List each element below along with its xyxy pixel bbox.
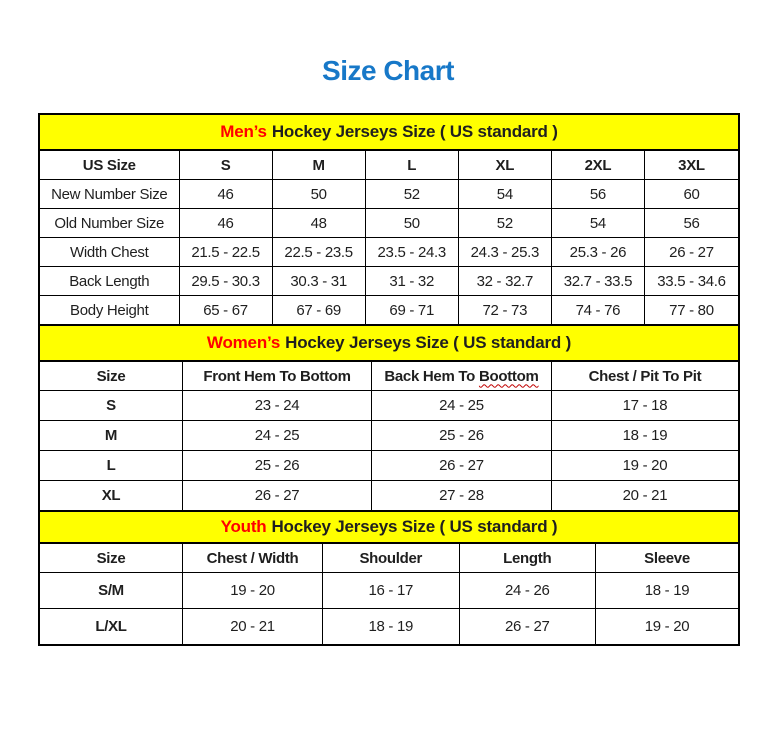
cell: 25.3 - 26 <box>551 238 644 267</box>
cell: 27 - 28 <box>372 481 552 512</box>
cell: 67 - 69 <box>272 296 365 326</box>
row-label: M <box>39 421 183 451</box>
mens-col-header: M <box>272 150 365 180</box>
cell: 31 - 32 <box>365 267 458 296</box>
mens-col-header: L <box>365 150 458 180</box>
mens-col-header: XL <box>458 150 551 180</box>
row-label: Body Height <box>39 296 179 326</box>
cell: 32.7 - 33.5 <box>551 267 644 296</box>
cell: 26 - 27 <box>644 238 739 267</box>
cell: 72 - 73 <box>458 296 551 326</box>
cell: 74 - 76 <box>551 296 644 326</box>
cell: 50 <box>365 209 458 238</box>
youth-col-header: Length <box>459 543 596 573</box>
womens-header-row <box>39 361 739 391</box>
cell: 54 <box>551 209 644 238</box>
cell: 24 - 25 <box>372 391 552 421</box>
mens-col-header: S <box>179 150 272 180</box>
mens-row-new-number-size <box>39 180 739 209</box>
mens-col-header: 3XL <box>644 150 739 180</box>
cell: 22.5 - 23.5 <box>272 238 365 267</box>
cell: 77 - 80 <box>644 296 739 326</box>
cell: 29.5 - 30.3 <box>179 267 272 296</box>
cell: 19 - 20 <box>596 609 740 646</box>
mens-col-header: 2XL <box>551 150 644 180</box>
womens-col-header: Front Hem To Bottom <box>183 361 372 391</box>
row-label: XL <box>39 481 183 512</box>
youth-band-highlight: Youth <box>220 517 267 536</box>
cell: 52 <box>365 180 458 209</box>
row-label: S <box>39 391 183 421</box>
mens-col-header: US Size <box>39 150 179 180</box>
cell: 26 - 27 <box>372 451 552 481</box>
cell: 60 <box>644 180 739 209</box>
cell: 26 - 27 <box>183 481 372 512</box>
row-label: L/XL <box>39 609 183 646</box>
womens-row-xl <box>39 481 739 512</box>
womens-band-rest: Hockey Jerseys Size ( US standard ) <box>285 333 572 352</box>
row-label: Width Chest <box>39 238 179 267</box>
womens-row-s <box>39 391 739 421</box>
mens-band-highlight: Men’s <box>220 122 267 141</box>
youth-header-row <box>39 543 739 573</box>
cell: 18 - 19 <box>551 421 739 451</box>
cell: 16 - 17 <box>323 573 460 609</box>
womens-row-m <box>39 421 739 451</box>
mens-header-row <box>39 150 739 180</box>
womens-band-title <box>39 325 739 361</box>
cell: 50 <box>272 180 365 209</box>
row-label: Old Number Size <box>39 209 179 238</box>
cell: 46 <box>179 180 272 209</box>
mens-row-old-number-size <box>39 209 739 238</box>
cell: 32 - 32.7 <box>458 267 551 296</box>
mens-band-row <box>39 114 739 150</box>
cell: 33.5 - 34.6 <box>644 267 739 296</box>
cell: 19 - 20 <box>551 451 739 481</box>
youth-band-title <box>39 511 739 543</box>
cell: 24.3 - 25.3 <box>458 238 551 267</box>
cell: 56 <box>644 209 739 238</box>
cell: 30.3 - 31 <box>272 267 365 296</box>
cell: 65 - 67 <box>179 296 272 326</box>
cell: 24 - 25 <box>183 421 372 451</box>
cell: 20 - 21 <box>183 609 323 646</box>
cell: 54 <box>458 180 551 209</box>
mens-band-title <box>39 114 739 150</box>
cell: 25 - 26 <box>372 421 552 451</box>
womens-size-table <box>38 324 740 512</box>
cell: 56 <box>551 180 644 209</box>
youth-col-header: Sleeve <box>596 543 740 573</box>
cell: 52 <box>458 209 551 238</box>
womens-col-header: Size <box>39 361 183 391</box>
cell: 19 - 20 <box>183 573 323 609</box>
row-label: New Number Size <box>39 180 179 209</box>
row-label: S/M <box>39 573 183 609</box>
cell: 23 - 24 <box>183 391 372 421</box>
mens-band-rest: Hockey Jerseys Size ( US standard ) <box>271 122 558 141</box>
youth-band-row <box>39 511 739 543</box>
womens-col-header-misspelled <box>372 361 552 391</box>
youth-row-sm <box>39 573 739 609</box>
womens-col-header: Chest / Pit To Pit <box>551 361 739 391</box>
row-label: L <box>39 451 183 481</box>
back-hem-misspelled-word: Boottom <box>478 367 539 385</box>
row-label: Back Length <box>39 267 179 296</box>
cell: 18 - 19 <box>323 609 460 646</box>
cell: 21.5 - 22.5 <box>179 238 272 267</box>
size-chart-tables <box>38 113 740 646</box>
cell: 24 - 26 <box>459 573 596 609</box>
back-hem-text: Back Hem To <box>384 367 475 385</box>
womens-row-l <box>39 451 739 481</box>
cell: 20 - 21 <box>551 481 739 512</box>
mens-row-body-height <box>39 296 739 326</box>
youth-row-lxl <box>39 609 739 646</box>
mens-row-back-length <box>39 267 739 296</box>
youth-col-header: Chest / Width <box>183 543 323 573</box>
womens-band-row <box>39 325 739 361</box>
cell: 69 - 71 <box>365 296 458 326</box>
cell: 46 <box>179 209 272 238</box>
mens-row-width-chest <box>39 238 739 267</box>
cell: 23.5 - 24.3 <box>365 238 458 267</box>
cell: 26 - 27 <box>459 609 596 646</box>
cell: 48 <box>272 209 365 238</box>
page-title: Size Chart <box>322 55 454 86</box>
youth-col-header: Size <box>39 543 183 573</box>
youth-size-table <box>38 510 740 646</box>
cell: 18 - 19 <box>596 573 740 609</box>
womens-band-highlight: Women’s <box>206 333 281 352</box>
cell: 17 - 18 <box>551 391 739 421</box>
youth-col-header: Shoulder <box>323 543 460 573</box>
youth-band-rest: Hockey Jerseys Size ( US standard ) <box>271 517 558 536</box>
mens-size-table <box>38 113 740 326</box>
cell: 25 - 26 <box>183 451 372 481</box>
